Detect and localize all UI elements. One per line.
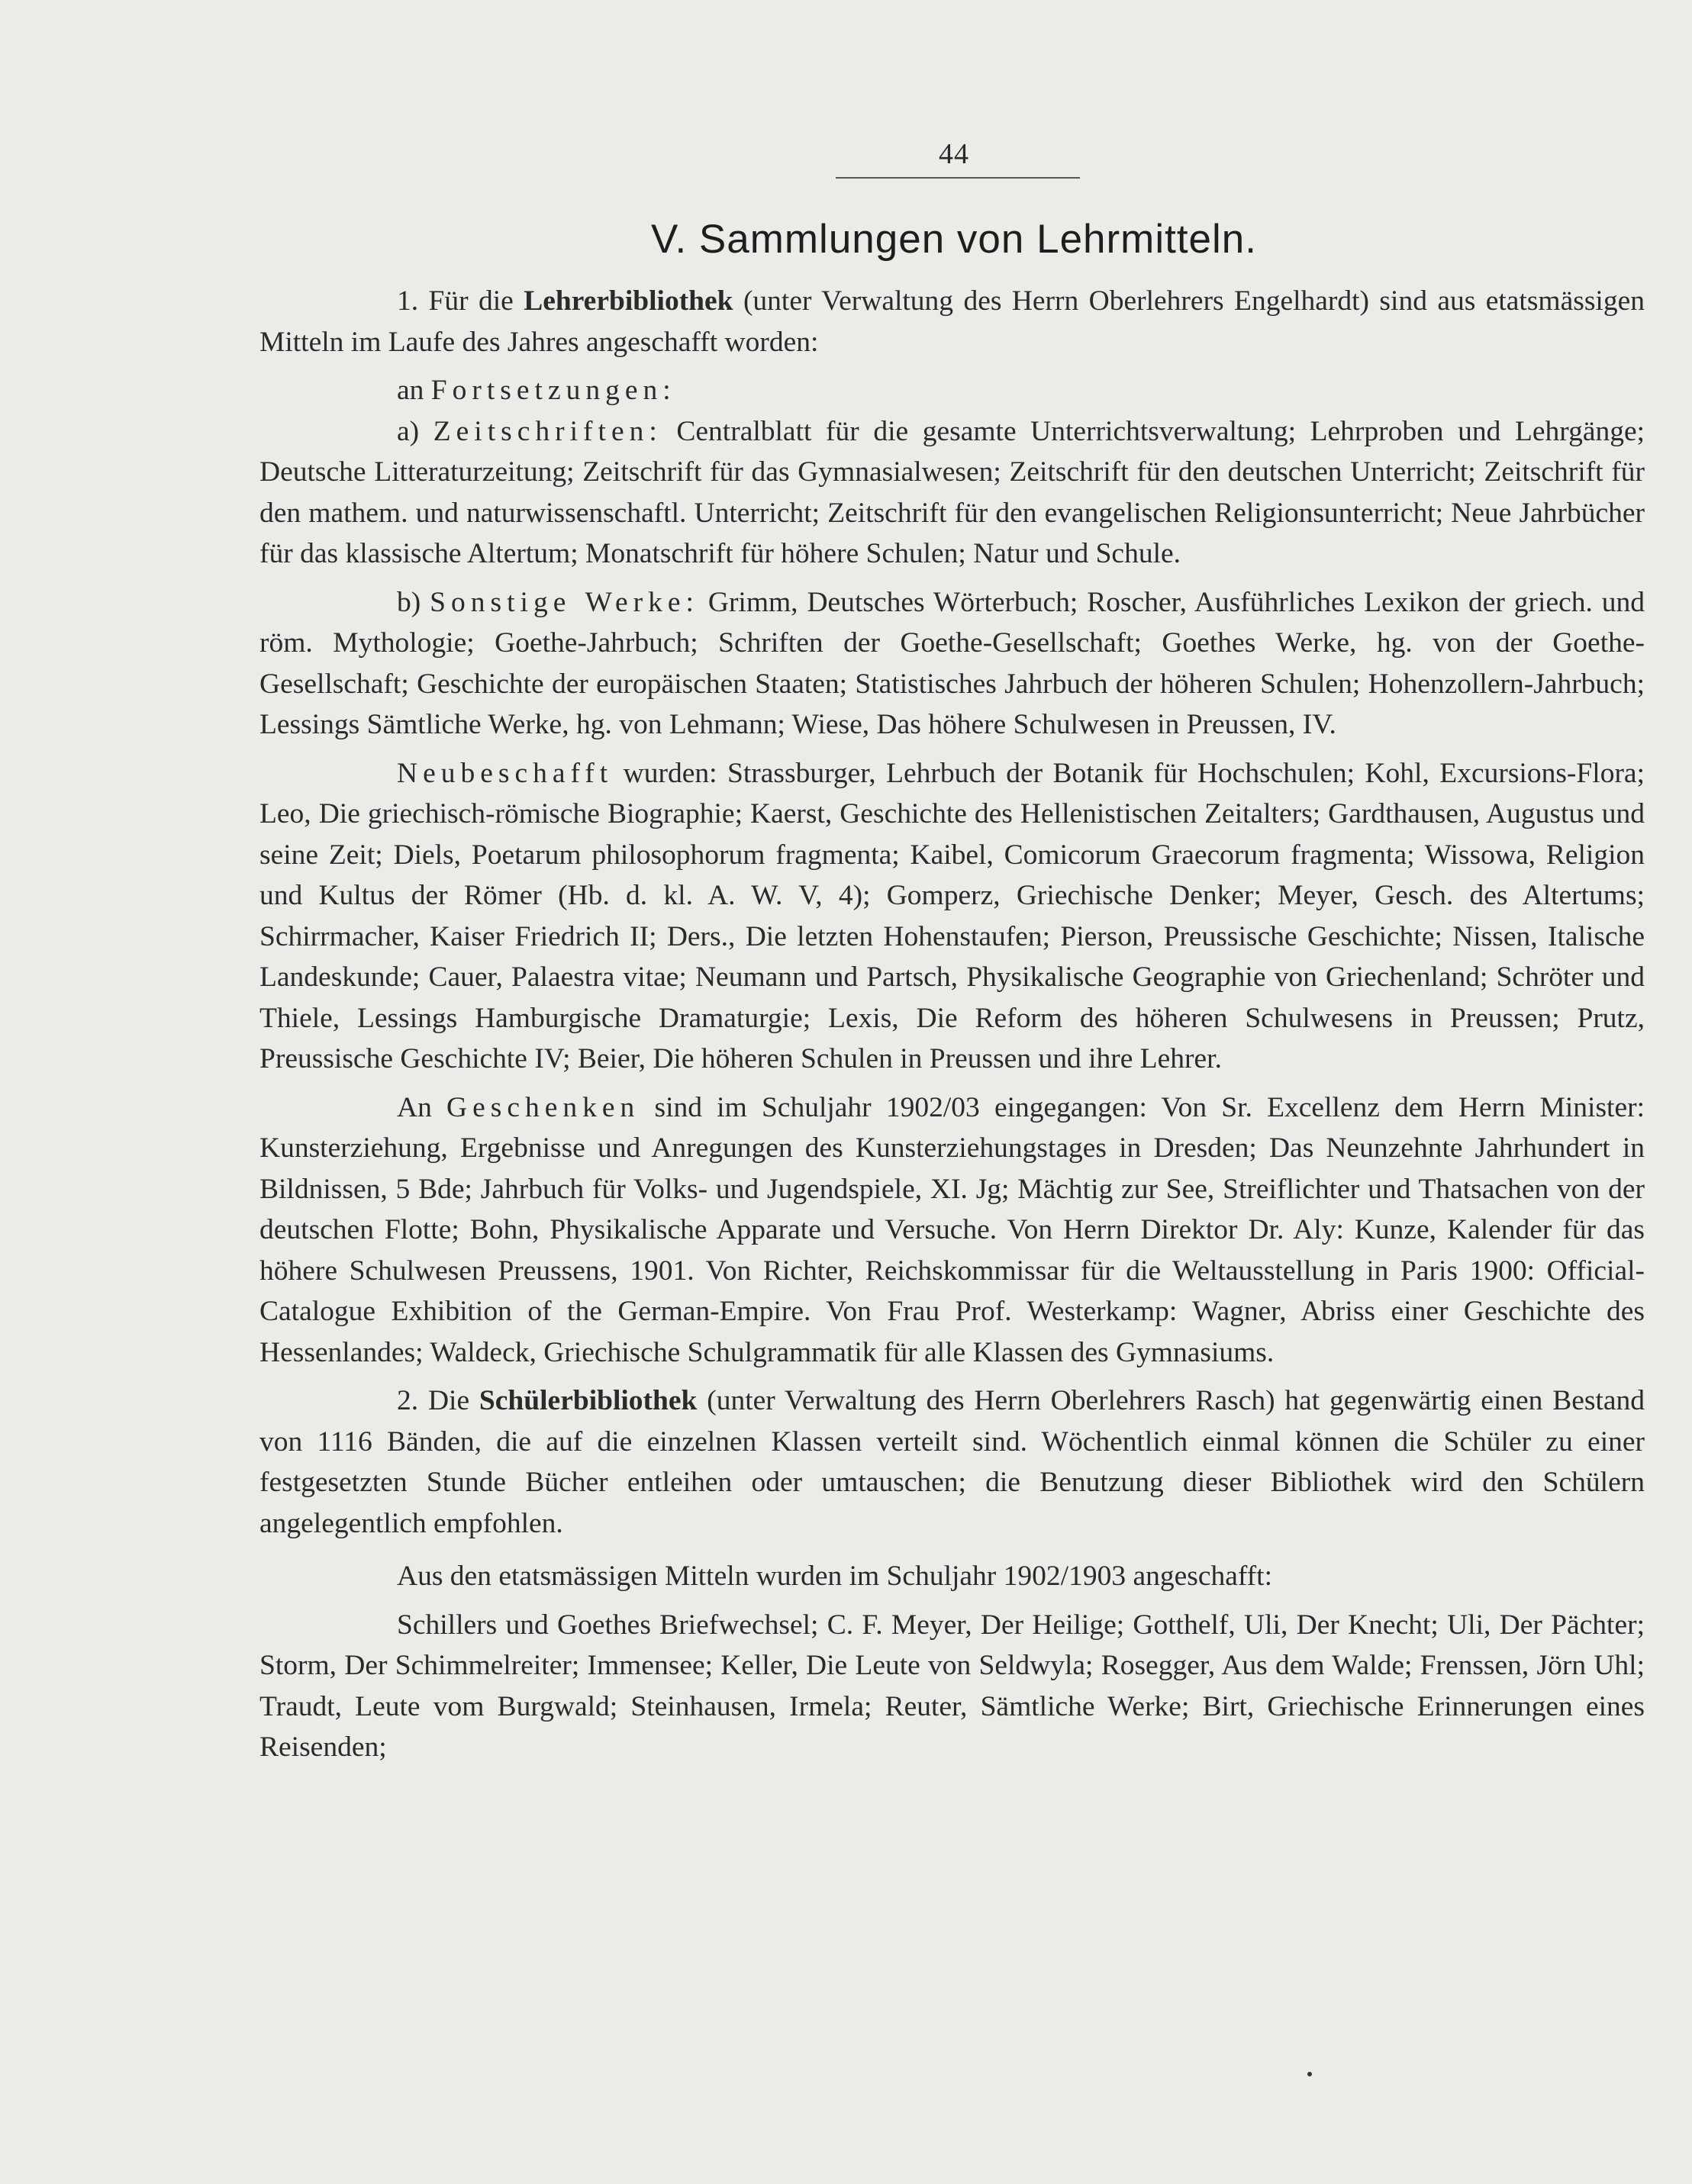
header-rule (836, 177, 1080, 179)
item-number: 1. Für die (397, 285, 514, 317)
spaced-term: Fortsetzungen: (430, 375, 676, 406)
spaced-term: Sonstige Werke: (430, 586, 699, 618)
paragraph-student-library (259, 1380, 1645, 1544)
paragraph-text: wurden: Strassburger, Lehrbuch der Botanik für Hochschulen; Kohl, Excursions-Flora; Leo, Die griechisch-römische Biographie; Kaerst, Geschichte des Hellenistischen Zeitalters; Gardthausen, Augustus und seine Zeit; Diels, Poetarum philosophorum fragmenta; Kaibel, Comicorum Graecorum fragmenta; Wissowa, Religion und Kultus der Römer (Hb. d. kl. A. W. V, 4); Gomperz, Griechische Denker; Meyer, Gesch. des Altertums; Schirrmacher, Kaiser Friedrich II; Ders., Die letzten Hohenstaufen; Pierson, Preussische Geschichte; Nissen, Italische Landeskunde; Cauer, Palaestra vitae; Neumann und Partsch, Physikalische Geographie von Griechenland; Schröter und Thiele, Lessings Hamburgische Dramaturgie; Lexis, Die Reform des höheren Schulwesens in Preussen; Prutz, Preussische Geschichte IV; Beier, Die höheren Schulen in Preussen und ihre Lehrer. (259, 757, 1645, 1074)
student-library-term: Schülerbibliothek (479, 1385, 698, 1416)
paragraph-new-acquisitions (259, 753, 1645, 1080)
paragraph-text: An (397, 1091, 432, 1123)
paragraph-text: Grimm, Deutsches Wörterbuch; Roscher, Ausführliches Lexikon der griech. und röm. Mythologie; Goethe-Jahrbuch; Schriften der Goethe-Gesellschaft; Goethes Werke, hg. von der Goethe-Gesellschaft; Geschichte der europäischen Staaten; Statistisches Jahrbuch der höheren Schulen; Hohenzollern-Jahrbuch; Lessings Sämtliche Werke, hg. von Lehmann; Wiese, Das höhere Schulwesen in Preussen, IV. (259, 586, 1645, 740)
paragraph-text: (unter Verwaltung des Herrn Oberlehrers Rasch) hat gegenwärtig einen Bestand von 1116 Bänden, die auf die einzelnen Klassen verteilt sind. Wöchentlich einmal können die Schüler zu einer festgesetzten Stunde Bücher entleihen oder umtauschen; die Benutzung dieser Bibliothek wird den Schülern angelegentlich empfohlen. (259, 1385, 1645, 1539)
paragraph-teacher-library (259, 281, 1645, 362)
paragraph-text: (unter Verwaltung des Herrn Oberlehrers Engelhardt) sind aus etatsmässigen Mitteln im Laufe des Jahres angeschafft worden: (259, 285, 1645, 358)
paragraph-text: sind im Schuljahr 1902/03 eingegangen: Von Sr. Excellenz dem Herrn Minister: Kunsterziehung, Ergebnisse und Anregungen des Kunsterziehungstages in Dresden; Das Neunzehnte Jahrhundert in Bildnissen, 5 Bde; Jahrbuch für Volks- und Jugendspiele, XI. Jg; Mächtig zur See, Streiflichter und Thatsachen von der deutschen Flotte; Bohn, Physikalische Apparate und Versuche. Von Herrn Direktor Dr. Aly: Kunze, Kalender für das höhere Schulwesen Preussens, 1901. Von Richter, Reichskommissar für die Weltausstellung in Paris 1900: Official-Catalogue Exhibition of the German-Empire. Von Frau Prof. Westerkamp: Wagner, Abriss einer Geschichte des Hessenlandes; Waldeck, Griechische Schulgrammatik für alle Klassen des Gymnasiums. (259, 1091, 1645, 1368)
item-letter: a) (397, 415, 420, 447)
spaced-term: Zeitschriften: (433, 415, 662, 447)
paragraph-journals (259, 411, 1645, 575)
paragraph-other-works (259, 582, 1645, 746)
paragraph-text: Centralblatt für die gesamte Unterrichtsverwaltung; Lehrproben und Lehrgänge; Deutsche Litteraturzeitung; Zeitschrift für das Gymnasialwesen; Zeitschrift für den deutschen Unterricht; Zeitschrift für den mathem. und naturwissenschaftl. Unterricht; Zeitschrift für den evangelischen Religionsunterricht; Neue Jahrbücher für das klassische Altertum; Monatschrift für höhere Schulen; Natur und Schule. (259, 415, 1645, 569)
body-text (259, 281, 1645, 1768)
paragraph-budget: Aus den etatsmässigen Mitteln wurden im Schuljahr 1902/1903 angeschafft: (397, 1561, 1273, 1592)
section-heading: V. Sammlungen von Lehrmitteln. (650, 217, 1258, 262)
paragraph-gifts (259, 1087, 1645, 1374)
page-number: 44 (939, 138, 969, 170)
item-number: 2. Die (397, 1385, 470, 1416)
paragraph-continuations (259, 370, 1645, 411)
paragraph-text: an (397, 375, 424, 406)
teacher-library-term: Lehrerbibliothek (524, 285, 733, 317)
item-letter: b) (397, 586, 421, 618)
paragraph-book-list: Schillers und Goethes Briefwechsel; C. F. Meyer, Der Heilige; Gotthelf, Uli, Der Knecht; Uli, Der Pächter; Storm, Der Schimmelreiter; Immensee; Keller, Die Leute von Seldwyla; Rosegger, Aus dem Walde; Frenssen, Jörn Uhl; Traudt, Leute vom Burgwald; Steinhausen, Irmela; Reuter, Sämtliche Werke; Birt, Griechische Erinnerungen eines Reisenden; (259, 1609, 1645, 1763)
spaced-term: Geschenken (446, 1091, 640, 1123)
print-speck (1307, 2072, 1312, 2076)
spaced-term: Neubeschafft (397, 757, 614, 789)
